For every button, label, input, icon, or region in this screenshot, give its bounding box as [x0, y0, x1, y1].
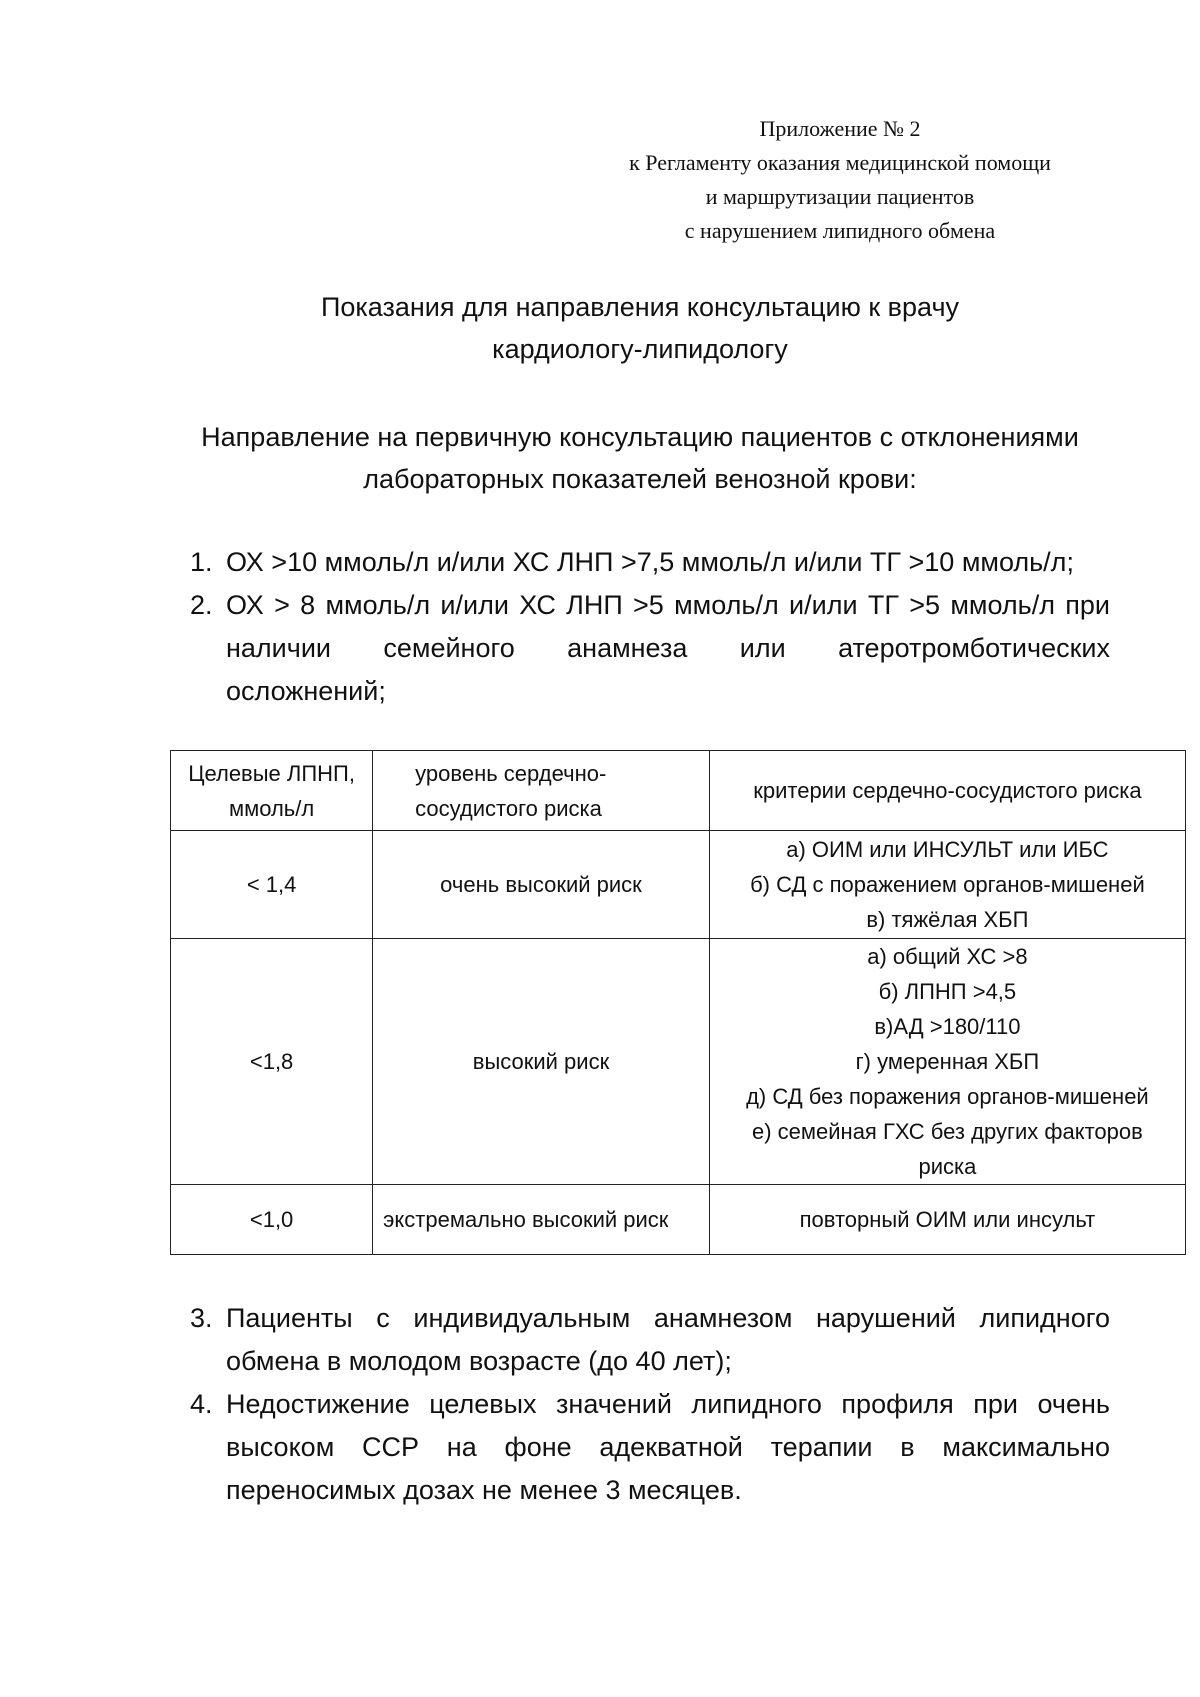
header-target-ldl: Целевые ЛПНП, ммоль/л — [171, 751, 373, 831]
list-item — [190, 1383, 1110, 1512]
table-row — [171, 831, 1186, 939]
list-item-text: ОХ >10 ммоль/л и/или ХС ЛНП >7,5 ммоль/л и/или ТГ >10 ммоль/л; — [226, 547, 1074, 577]
criteria-list-bottom — [190, 1297, 1110, 1512]
section-subtitle — [120, 416, 1160, 500]
list-item-text: Пациенты с индивидуальным анамнезом нарушений липидного обмена в молодом возрасте (до 40 лет); — [226, 1303, 1110, 1376]
cell-level: экстремально высокий риск — [373, 1185, 710, 1255]
list-item-number: 3. — [190, 1303, 213, 1333]
criteria-line: б) ЛПНП >4,5 — [878, 979, 1017, 1004]
criteria-line: в) тяжёлая ХБП — [866, 907, 1029, 932]
criteria-line: е) семейная ГХС без других факторов — [751, 1119, 1143, 1144]
risk-table — [170, 750, 1186, 1255]
criteria-line: г) умеренная ХБП — [855, 1049, 1040, 1074]
appendix-line: Приложение № 2 — [759, 116, 921, 141]
list-item — [190, 584, 1110, 713]
list-item-number: 4. — [190, 1389, 213, 1419]
list-item — [190, 541, 1110, 584]
list-item — [190, 1297, 1110, 1383]
cell-level: очень высокий риск — [373, 831, 710, 939]
list-item-text: ОХ > 8 ммоль/л и/или ХС ЛНП >5 ммоль/л и/или ТГ >5 ммоль/л при наличии семейного анамнеза или атеротромботических — [226, 590, 1110, 663]
cell-target: < 1,4 — [171, 831, 373, 939]
criteria-line: а) общий ХС >8 — [867, 944, 1028, 969]
cell-criteria — [709, 831, 1185, 939]
cell-target: <1,0 — [171, 1185, 373, 1255]
criteria-line: б) СД с поражением органов-мишеней — [750, 872, 1145, 897]
table-row — [171, 939, 1186, 1185]
cell-target: <1,8 — [171, 939, 373, 1185]
criteria-line: в)АД >180/110 — [874, 1014, 1021, 1039]
criteria-line: повторный ОИМ или инсульт — [799, 1207, 1096, 1232]
header-risk-level: уровень сердечно-сосудистого риска — [373, 751, 710, 831]
criteria-line: д) СД без поражения органов-мишеней — [746, 1084, 1149, 1109]
appendix-line: с нарушением липидного обмена — [684, 218, 996, 243]
list-item-text: Недостижение целевых значений липидного профиля при очень высоком ССР на фоне адекватной терапии в максимально переносимых дозах не менее 3 месяцев. — [226, 1389, 1110, 1505]
document-title — [120, 286, 1160, 370]
appendix-line: к Регламенту оказания медицинской помощи — [629, 150, 1051, 175]
subtitle-line: Направление на первичную консультацию пациентов с отклонениями — [201, 422, 1079, 452]
subtitle-line: лабораторных показателей венозной крови: — [363, 464, 917, 494]
criteria-list-top — [190, 541, 1110, 713]
table-header-row — [171, 751, 1186, 831]
appendix-line: и маршрутизации пациентов — [705, 184, 975, 209]
cell-criteria — [709, 939, 1185, 1185]
title-line: Показания для направления консультацию к врачу — [320, 292, 960, 322]
cell-level: высокий риск — [373, 939, 710, 1185]
title-line: кардиологу-липидологу — [492, 334, 788, 364]
list-item-number: 2. — [190, 590, 213, 620]
header-risk-criteria: критерии сердечно-сосудистого риска — [709, 751, 1185, 831]
cell-criteria — [709, 1185, 1185, 1255]
list-item-text-tail: осложнений; — [226, 676, 386, 706]
table-row — [171, 1185, 1186, 1255]
list-item-number: 1. — [190, 547, 213, 577]
criteria-line: риска — [918, 1154, 977, 1179]
appendix-header — [600, 112, 1080, 248]
criteria-line: а) ОИМ или ИНСУЛЬТ или ИБС — [786, 837, 1109, 862]
